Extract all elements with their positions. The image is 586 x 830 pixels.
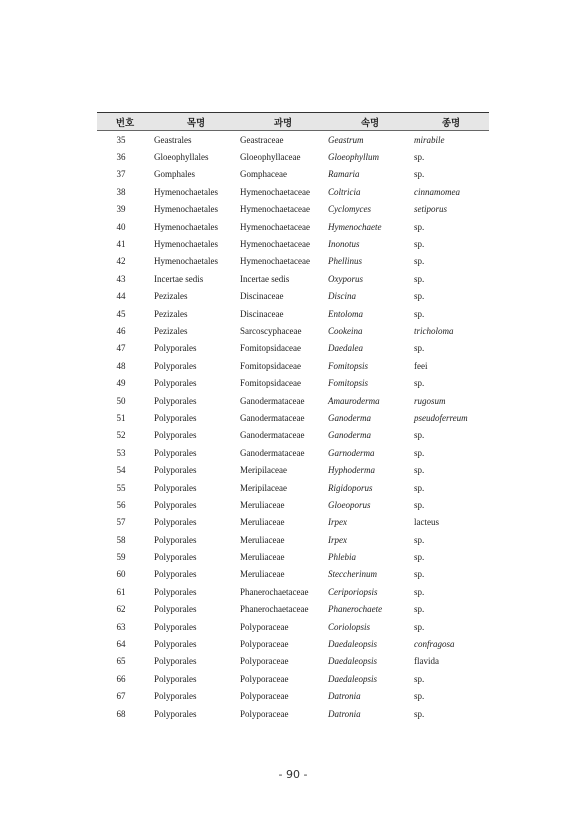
cell-genus: Cookeina <box>328 325 363 336</box>
cell-species: sp. <box>414 273 425 284</box>
cell-species: flavida <box>414 656 439 667</box>
cell-genus: Steccherinum <box>328 569 377 580</box>
cell-species: cinnamomea <box>414 186 460 197</box>
cell-number: 36 <box>116 152 126 163</box>
cell-genus: Datronia <box>328 691 361 702</box>
cell-genus: Inonotus <box>328 239 360 250</box>
cell-order: Polyporales <box>154 552 197 563</box>
cell-genus: Entoloma <box>328 308 363 319</box>
cell-order: Polyporales <box>154 586 197 597</box>
species-table-container <box>97 112 489 722</box>
cell-species: pseudoferreum <box>414 412 468 423</box>
cell-genus: Phellinus <box>328 256 362 267</box>
cell-genus: Hyphoderma <box>328 465 375 476</box>
cell-species: setiporus <box>414 204 448 215</box>
cell-order: Polyporales <box>154 499 197 510</box>
cell-genus: Ceriporiopsis <box>328 586 378 597</box>
cell-number: 42 <box>116 256 126 267</box>
cell-order: Gloeophyllales <box>154 152 209 163</box>
cell-family: Polyporaceae <box>240 708 289 719</box>
cell-family: Fomitopsidaceae <box>240 360 301 371</box>
cell-number: 48 <box>116 360 126 371</box>
cell-species: sp. <box>414 221 425 232</box>
table-row <box>97 322 489 339</box>
cell-number: 54 <box>116 465 126 476</box>
table-header <box>97 113 489 131</box>
cell-number: 66 <box>116 673 126 684</box>
cell-order: Polyporales <box>154 412 197 423</box>
cell-number: 53 <box>116 447 126 458</box>
table-row <box>97 531 489 548</box>
header-family: 과명 <box>239 113 327 131</box>
cell-genus: Daedaleopsis <box>328 673 377 684</box>
cell-number: 40 <box>116 221 126 232</box>
table-row <box>97 548 489 565</box>
table-row <box>97 201 489 218</box>
table-row <box>97 444 489 461</box>
cell-order: Hymenochaetales <box>154 186 218 197</box>
header-genus: 속명 <box>327 113 413 131</box>
table-row <box>97 566 489 583</box>
cell-species: sp. <box>414 447 425 458</box>
cell-order: Pezizales <box>154 325 188 336</box>
header-row <box>97 113 489 131</box>
cell-family: Gomphaceae <box>240 169 287 180</box>
cell-species: feei <box>414 360 428 371</box>
cell-number: 35 <box>116 134 126 145</box>
cell-order: Polyporales <box>154 673 197 684</box>
cell-number: 57 <box>116 517 126 528</box>
table-row <box>97 183 489 200</box>
table-row <box>97 166 489 183</box>
cell-family: Meripilaceae <box>240 482 287 493</box>
cell-order: Polyporales <box>154 569 197 580</box>
cell-order: Polyporales <box>154 447 197 458</box>
cell-family: Gloeophyllaceae <box>240 152 301 163</box>
cell-species: sp. <box>414 239 425 250</box>
cell-species: sp. <box>414 499 425 510</box>
cell-number: 46 <box>116 325 126 336</box>
cell-order: Polyporales <box>154 343 197 354</box>
cell-family: Hymenochaetaceae <box>240 256 310 267</box>
cell-genus: Phlebia <box>328 552 356 563</box>
cell-family: Meruliaceae <box>240 517 285 528</box>
cell-order: Polyporales <box>154 465 197 476</box>
table-row <box>97 653 489 670</box>
cell-species: sp. <box>414 621 425 632</box>
cell-genus: Cyclomyces <box>328 204 371 215</box>
cell-family: Polyporaceae <box>240 673 289 684</box>
table-row <box>97 305 489 322</box>
cell-family: Polyporaceae <box>240 656 289 667</box>
table-row <box>97 514 489 531</box>
table-row <box>97 409 489 426</box>
cell-order: Polyporales <box>154 360 197 371</box>
cell-number: 60 <box>116 569 126 580</box>
cell-species: sp. <box>414 691 425 702</box>
cell-number: 38 <box>116 186 126 197</box>
species-table <box>97 112 489 722</box>
table-row <box>97 618 489 635</box>
cell-order: Polyporales <box>154 430 197 441</box>
table-row <box>97 131 489 149</box>
table-row <box>97 253 489 270</box>
cell-genus: Irpex <box>328 517 347 528</box>
cell-family: Ganodermataceae <box>240 412 305 423</box>
table-row <box>97 635 489 652</box>
cell-number: 67 <box>116 691 126 702</box>
cell-species: sp. <box>414 465 425 476</box>
cell-number: 64 <box>116 639 126 650</box>
cell-genus: Coltricia <box>328 186 361 197</box>
cell-order: Polyporales <box>154 517 197 528</box>
cell-genus: Ganoderma <box>328 412 371 423</box>
cell-order: Polyporales <box>154 395 197 406</box>
cell-genus: Gloeoporus <box>328 499 371 510</box>
cell-genus: Oxyporus <box>328 273 363 284</box>
cell-family: Fomitopsidaceae <box>240 378 301 389</box>
cell-family: Polyporaceae <box>240 691 289 702</box>
cell-number: 51 <box>116 412 126 423</box>
cell-species: sp. <box>414 552 425 563</box>
table-row <box>97 235 489 252</box>
cell-genus: Gloeophyllum <box>328 152 379 163</box>
cell-family: Incertae sedis <box>240 273 290 284</box>
cell-order: Pezizales <box>154 291 188 302</box>
cell-order: Geastrales <box>154 134 192 145</box>
cell-number: 56 <box>116 499 126 510</box>
cell-genus: Geastrum <box>328 134 364 145</box>
cell-genus: Irpex <box>328 534 347 545</box>
cell-order: Incertae sedis <box>154 273 204 284</box>
page-number: - 90 - <box>278 768 308 781</box>
table-row <box>97 496 489 513</box>
cell-family: Hymenochaetaceae <box>240 186 310 197</box>
cell-order: Polyporales <box>154 534 197 545</box>
cell-family: Meruliaceae <box>240 569 285 580</box>
cell-order: Hymenochaetales <box>154 221 218 232</box>
table-row <box>97 270 489 287</box>
cell-species: sp. <box>414 482 425 493</box>
cell-species: confragosa <box>414 639 455 650</box>
cell-order: Polyporales <box>154 604 197 615</box>
cell-species: sp. <box>414 604 425 615</box>
cell-number: 63 <box>116 621 126 632</box>
cell-family: Phanerochaetaceae <box>240 586 309 597</box>
cell-genus: Phanerochaete <box>328 604 383 615</box>
cell-genus: Amauroderma <box>328 395 380 406</box>
cell-family: Meruliaceae <box>240 552 285 563</box>
cell-number: 47 <box>116 343 126 354</box>
cell-species: sp. <box>414 256 425 267</box>
cell-family: Sarcoscyphaceae <box>240 325 302 336</box>
cell-number: 65 <box>116 656 126 667</box>
cell-order: Polyporales <box>154 691 197 702</box>
table-row <box>97 583 489 600</box>
cell-number: 43 <box>116 273 126 284</box>
cell-number: 37 <box>116 169 126 180</box>
table-row <box>97 374 489 391</box>
table-row <box>97 705 489 722</box>
cell-family: Hymenochaetaceae <box>240 239 310 250</box>
cell-order: Polyporales <box>154 378 197 389</box>
cell-genus: Daedalea <box>328 343 363 354</box>
cell-family: Hymenochaetaceae <box>240 204 310 215</box>
cell-species: lacteus <box>414 517 439 528</box>
cell-family: Ganodermataceae <box>240 395 305 406</box>
cell-family: Hymenochaetaceae <box>240 221 310 232</box>
cell-order: Polyporales <box>154 656 197 667</box>
cell-species: sp. <box>414 586 425 597</box>
cell-genus: Discina <box>328 291 356 302</box>
cell-number: 55 <box>116 482 126 493</box>
cell-order: Pezizales <box>154 308 188 319</box>
cell-family: Fomitopsidaceae <box>240 343 301 354</box>
cell-family: Discinaceae <box>240 308 284 319</box>
table-body <box>97 131 489 723</box>
cell-family: Polyporaceae <box>240 639 289 650</box>
cell-family: Meruliaceae <box>240 534 285 545</box>
cell-genus: Daedaleopsis <box>328 656 377 667</box>
cell-species: sp. <box>414 169 425 180</box>
cell-order: Polyporales <box>154 482 197 493</box>
cell-genus: Fomitopsis <box>328 378 369 389</box>
cell-number: 41 <box>116 239 126 250</box>
header-number: 번호 <box>97 113 153 131</box>
table-row <box>97 357 489 374</box>
table-row <box>97 670 489 687</box>
cell-number: 49 <box>116 378 126 389</box>
cell-number: 61 <box>116 586 126 597</box>
cell-species: sp. <box>414 343 425 354</box>
cell-genus: Coriolopsis <box>328 621 371 632</box>
table-row <box>97 461 489 478</box>
cell-species: sp. <box>414 708 425 719</box>
cell-species: sp. <box>414 569 425 580</box>
cell-number: 62 <box>116 604 126 615</box>
cell-species: sp. <box>414 430 425 441</box>
cell-family: Polyporaceae <box>240 621 289 632</box>
table-row <box>97 601 489 618</box>
cell-number: 45 <box>116 308 126 319</box>
cell-number: 44 <box>116 291 126 302</box>
cell-family: Ganodermataceae <box>240 430 305 441</box>
cell-genus: Datronia <box>328 708 361 719</box>
cell-family: Phanerochaetaceae <box>240 604 309 615</box>
cell-number: 50 <box>116 395 126 406</box>
cell-family: Meripilaceae <box>240 465 287 476</box>
header-species: 종명 <box>413 113 489 131</box>
cell-number: 52 <box>116 430 126 441</box>
table-row <box>97 218 489 235</box>
cell-number: 58 <box>116 534 126 545</box>
cell-species: tricholoma <box>414 325 454 336</box>
cell-genus: Garnoderma <box>328 447 375 458</box>
cell-order: Hymenochaetales <box>154 256 218 267</box>
cell-species: sp. <box>414 291 425 302</box>
cell-species: sp. <box>414 378 425 389</box>
cell-order: Polyporales <box>154 621 197 632</box>
table-row <box>97 148 489 165</box>
table-row <box>97 392 489 409</box>
cell-number: 39 <box>116 204 126 215</box>
cell-species: sp. <box>414 534 425 545</box>
table-row <box>97 288 489 305</box>
cell-order: Hymenochaetales <box>154 204 218 215</box>
table-row <box>97 479 489 496</box>
table-row <box>97 340 489 357</box>
cell-family: Discinaceae <box>240 291 284 302</box>
cell-number: 59 <box>116 552 126 563</box>
cell-genus: Ramaria <box>328 169 360 180</box>
cell-genus: Hymenochaete <box>328 221 382 232</box>
cell-genus: Ganoderma <box>328 430 371 441</box>
table-row <box>97 427 489 444</box>
cell-family: Meruliaceae <box>240 499 285 510</box>
cell-family: Geastraceae <box>240 134 284 145</box>
cell-order: Gomphales <box>154 169 195 180</box>
cell-species: rugosum <box>414 395 446 406</box>
cell-species: sp. <box>414 152 425 163</box>
cell-species: sp. <box>414 308 425 319</box>
cell-number: 68 <box>116 708 126 719</box>
cell-order: Hymenochaetales <box>154 239 218 250</box>
cell-family: Ganodermataceae <box>240 447 305 458</box>
table-row <box>97 688 489 705</box>
cell-order: Polyporales <box>154 639 197 650</box>
cell-species: mirabile <box>414 134 445 145</box>
cell-genus: Fomitopsis <box>328 360 369 371</box>
header-order: 목명 <box>153 113 239 131</box>
cell-order: Polyporales <box>154 708 197 719</box>
cell-genus: Daedaleopsis <box>328 639 377 650</box>
cell-genus: Rigidoporus <box>328 482 373 493</box>
cell-species: sp. <box>414 673 425 684</box>
